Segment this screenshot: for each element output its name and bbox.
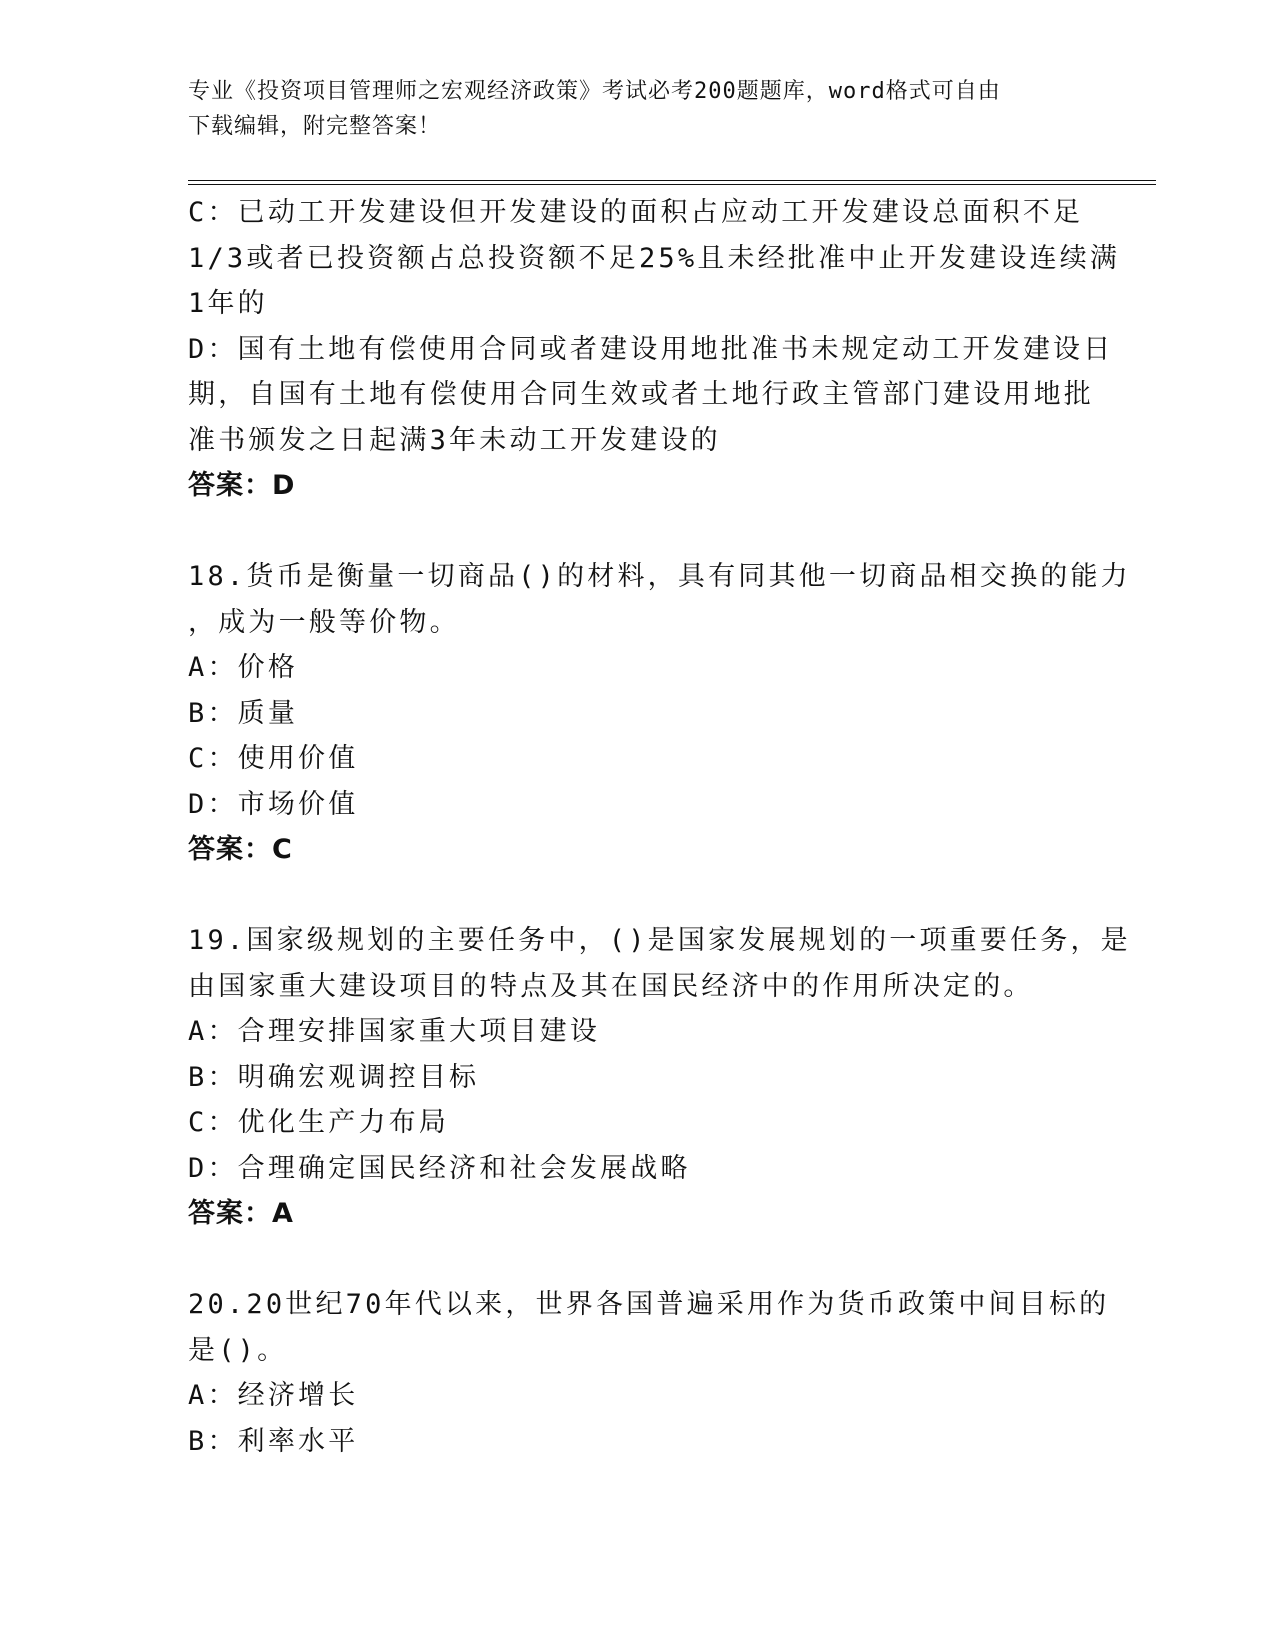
question-stem-line: 18.货币是衡量一切商品()的材料，具有同其他一切商品相交换的能力 [188,561,1131,592]
answer-17: 答案：D [188,470,296,501]
answer-18: 答案：C [188,834,293,865]
question-stem-line: 是()。 [188,1334,288,1366]
question-stem-line: 20.20世纪70年代以来，世界各国普遍采用作为货币政策中间目标的 [188,1289,1110,1320]
option-b: B：利率水平 [188,1425,359,1457]
option-b: B：质量 [188,697,299,729]
option-d-line: 期，自国有土地有偿使用合同生效或者土地行政主管部门建设用地批 [188,379,1094,410]
question-20 [188,1282,1110,1464]
option-d-line: D：国有土地有偿使用合同或者建设用地批准书未规定动工开发建设日 [188,333,1114,365]
option-b: B：明确宏观调控目标 [188,1061,480,1093]
option-d: D：市场价值 [188,788,359,820]
option-a: A：经济增长 [188,1380,359,1411]
header-rule-bottom [188,184,1156,185]
answer-19: 答案：A [188,1198,294,1229]
option-c-line: 1年的 [188,288,268,319]
question-17-tail [188,190,1121,509]
option-c: C：优化生产力布局 [188,1107,450,1138]
header-line-1: 专业《投资项目管理师之宏观经济政策》考试必考200题题库，word格式可自由 [188,79,1001,104]
option-a: A：价格 [188,652,299,683]
option-c-line: 1/3或者已投资额占总投资额不足25%且未经批准中止开发建设连续满 [188,242,1121,274]
question-stem-line: ，成为一般等价物。 [188,606,460,638]
spacer [188,1237,1088,1283]
document-header [188,74,1068,144]
option-d: D：合理确定国民经济和社会发展战略 [188,1152,691,1184]
spacer [188,873,1088,919]
question-content [188,190,1131,1464]
header-line-2: 下载编辑，附完整答案！ [188,114,442,139]
header-rule-top [188,180,1156,181]
question-19 [188,918,1131,1237]
question-18 [188,554,1131,873]
option-a: A：合理安排国家重大项目建设 [188,1016,601,1047]
question-stem-line: 19.国家级规划的主要任务中，()是国家发展规划的一项重要任务，是 [188,925,1131,956]
question-stem-line: 由国家重大建设项目的特点及其在国民经济中的作用所决定的。 [188,970,1034,1002]
option-d-line: 准书颁发之日起满3年未动工开发建设的 [188,424,721,456]
spacer [188,509,1088,555]
option-c: C：使用价值 [188,743,359,774]
option-c-line: C：已动工开发建设但开发建设的面积占应动工开发建设总面积不足 [188,197,1084,228]
